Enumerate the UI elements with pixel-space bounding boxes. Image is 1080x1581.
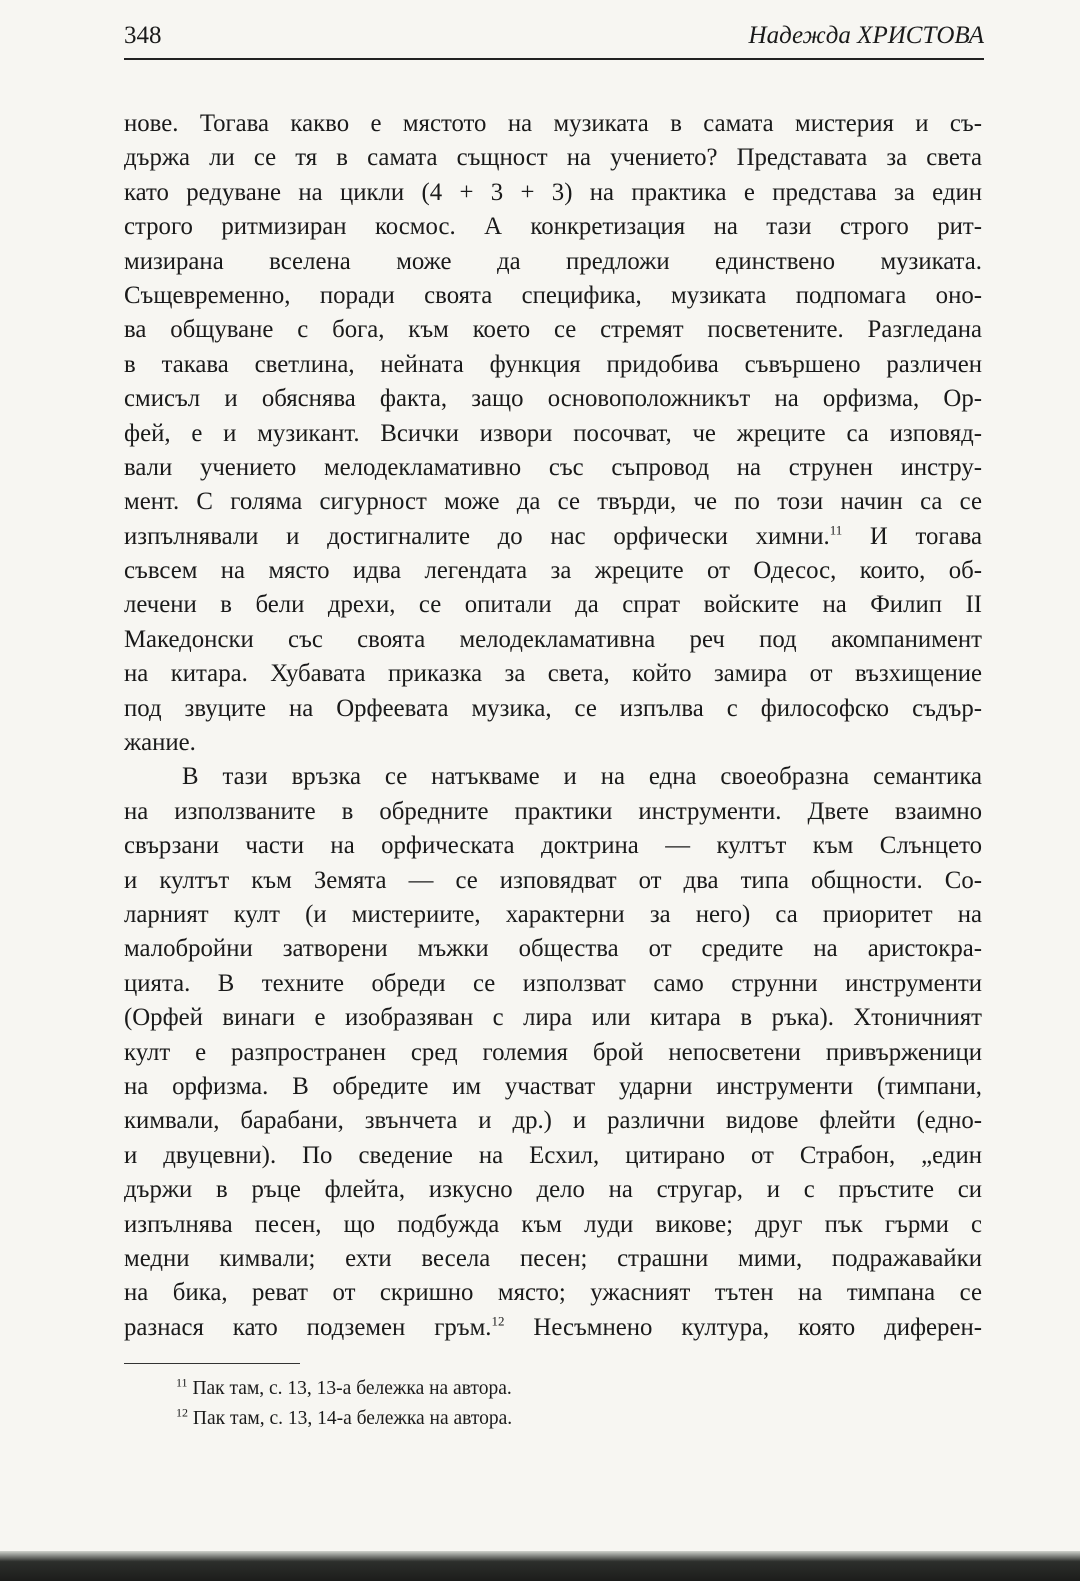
footnote-separator (124, 1363, 300, 1364)
text-line: Същевременно, поради своята специфика, музиката подпомага оно- (124, 281, 982, 309)
text-line: лечени в бели дрехи, се опитали да спрат войските на Филип II (124, 591, 982, 619)
text-line: малобройни затворени мъжки общества от средите на аристокра- (124, 935, 982, 963)
text-line: на орфизма. В обредите им участват ударни инструменти (тимпани, (124, 1072, 982, 1100)
page-header (124, 18, 984, 60)
running-head-author: Надежда ХРИСТОВА (748, 22, 984, 49)
footnote-ref-12[interactable]: 12 (491, 1313, 505, 1329)
text-line: (Орфей винаги е изобразяван с лира или китара в ръка). Хтоничният (124, 1004, 982, 1032)
text-line: на китара. Хубавата приказка за света, който замира от възхищение (124, 660, 982, 688)
text-line: под звуците на Орфеевата музика, се изпълва с философско съдър- (124, 694, 982, 722)
text-line: ва общуване с бога, към което се стремят посветените. Разгледана (124, 316, 982, 344)
page-number: 348 (124, 22, 162, 49)
text-line: държа ли се тя в самата същност на учението? Представата за света (124, 144, 982, 172)
text-line: кимвали, барабани, звънчета и др.) и различни видове флейти (едно- (124, 1107, 982, 1135)
text-segment: И тогава (842, 522, 982, 550)
text-line: цията. В техните обреди се използват само струнни инструменти (124, 969, 982, 997)
text-line: вали учението мелодекламативно със съпровод на струнен инстру- (124, 453, 982, 481)
text-line: Македонски със своята мелодекламативна реч под акомпанимент (124, 625, 982, 653)
text-line: нове. Тогава какво е мястото на музиката в самата мистерия и съ- (124, 110, 982, 137)
text-line: съвсем на място идва легендата за жреците от Одесос, които, об- (124, 557, 982, 585)
text-line (124, 520, 982, 554)
footnote-number: 11 (176, 1375, 188, 1390)
text-line: държи в ръце флейта, изкусно дело на стругар, и с пръстите си (124, 1176, 982, 1204)
text-line: мент. С голяма сигурност може да се твърди, че по този начин са се (124, 488, 982, 516)
text-line: и двуцевни). По сведение на Есхил, цитирано от Страбон, „един (124, 1141, 982, 1169)
text-line (124, 1311, 982, 1345)
text-line: смисъл и обяснява факта, защо основоположникът на орфизма, Ор- (124, 385, 982, 413)
footnote-12 (176, 1404, 976, 1434)
text-line: на бика, реват от скришно място; ужасният тътен на тимпана се (124, 1279, 982, 1307)
text-line: като редуване на цикли (4 + 3 + 3) на практика е представа за един (124, 178, 982, 206)
text-line: в такава светлина, нейната функция придобива съвършено различен (124, 350, 982, 378)
text-line: култ е разпространен сред големия брой непосветени привърженици (124, 1038, 982, 1066)
footnote-11 (176, 1374, 976, 1404)
footnote-text: Пак там, с. 13, 13-а бележка на автора. (187, 1378, 512, 1399)
footnote-text: Пак там, с. 13, 14-а бележка на автора. (188, 1408, 513, 1429)
text-segment: разнася като подземен гръм. (124, 1313, 492, 1341)
text-line: ларният култ (и мистериите, характерни за него) са приоритет на (124, 900, 982, 928)
footnote-ref-11[interactable]: 11 (829, 522, 843, 538)
text-segment: Несъмнено култура, която диферен- (504, 1313, 982, 1341)
text-segment: изпълнявали и достигналите до нас орфически химни. (124, 522, 830, 550)
text-line: медни кимвали; ехти весела песен; страшни мими, подражавайки (124, 1244, 982, 1272)
text-line: свързани части на орфическата доктрина — култът към Слънцето (124, 832, 982, 860)
text-line: на използваните в обредните практики инструменти. Двете взаимно (124, 797, 982, 825)
text-line: строго ритмизиран космос. А конкретизация на тази строго рит- (124, 213, 982, 241)
paragraph-start-line: В тази връзка се натъкваме и на една своеобразна семантика (182, 763, 982, 791)
text-line: мизирана вселена може да предложи единствено музиката. (124, 247, 982, 275)
footnotes (176, 1374, 976, 1434)
body-text (124, 107, 982, 1345)
text-line: изпълнява песен, що подбужда към луди викове; друг пък гърми с (124, 1210, 982, 1238)
text-line: и култът към Земята — се изповядват от два типа общности. Со- (124, 866, 982, 894)
paragraph-end-line: жание. (124, 729, 196, 757)
footnote-number: 12 (176, 1405, 188, 1420)
scan-edge-shadow (0, 1551, 1080, 1581)
text-line: фей, е и музикант. Всички извори посочват, че жреците са изповяд- (124, 419, 982, 447)
